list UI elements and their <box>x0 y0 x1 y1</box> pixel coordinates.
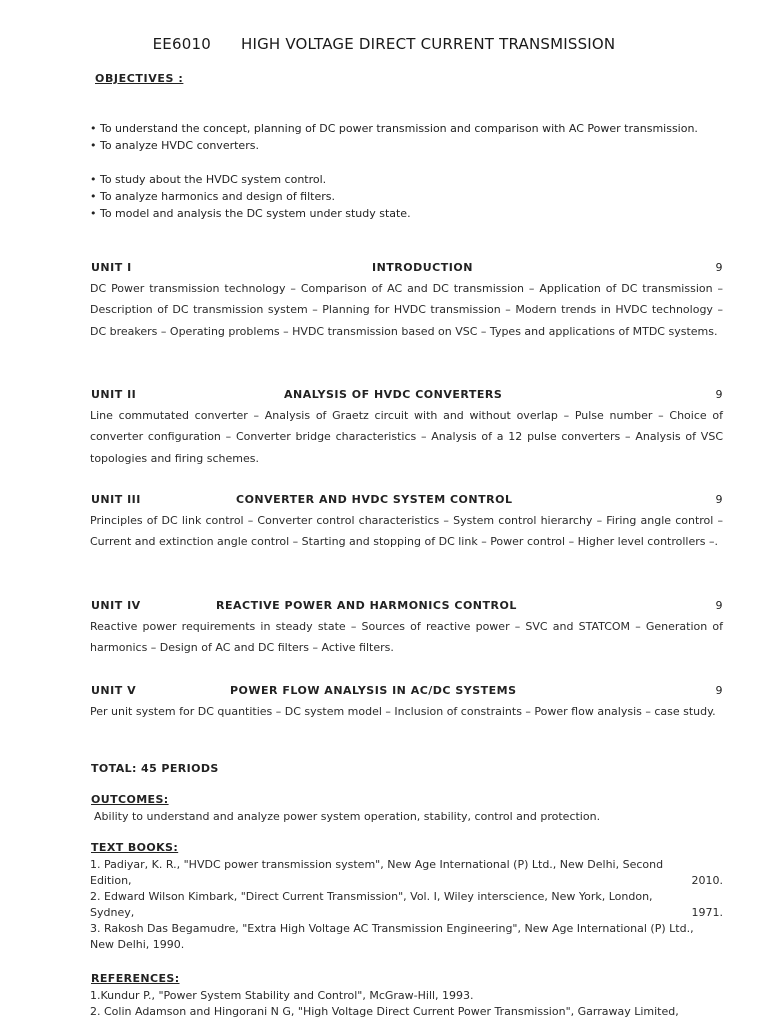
unit-hours: 9 <box>715 388 723 401</box>
textbook-item <box>90 857 723 889</box>
unit-number: UNIT II <box>91 388 137 401</box>
unit-body: Line commutated converter – Analysis of Graetz circuit with and without overlap – Pulse number – Choice of converter configuration – Converter bridge characteristics – Analysis of a 12 pulse converters – Analysis of VSC topologies and firing schemes. <box>90 409 723 465</box>
course-title: HIGH VOLTAGE DIRECT CURRENT TRANSMISSION <box>240 35 616 53</box>
page-title <box>0 35 768 53</box>
unit-title: POWER FLOW ANALYSIS IN AC/DC SYSTEMS <box>230 684 517 697</box>
reference-item: 2. Colin Adamson and Hingorani N G, "High Voltage Direct Current Power Transmission", Garraway Limited, <box>90 1005 679 1018</box>
textbook-place: Sydney, <box>90 906 135 919</box>
references-list <box>90 988 723 1020</box>
references-heading: REFERENCES: <box>91 972 180 985</box>
outcomes-text: Ability to understand and analyze power system operation, stability, control and protection. <box>94 810 601 823</box>
unit-body: Reactive power requirements in steady state – Sources of reactive power – SVC and STATCOM – Generation of harmonics – Design of AC and DC filters – Active filters. <box>90 620 723 655</box>
objective-item: • To analyze harmonics and design of filters. <box>90 190 336 203</box>
textbook-year: 1971. <box>691 906 723 919</box>
unit-title: INTRODUCTION <box>372 261 473 274</box>
textbook-line <box>90 873 723 889</box>
unit-body: Per unit system for DC quantities – DC system model – Inclusion of constraints – Power flow analysis – case study. <box>90 705 716 718</box>
textbook-line: New Delhi, 1990. <box>90 938 185 951</box>
unit-number: UNIT I <box>91 261 132 274</box>
total-periods: TOTAL: 45 PERIODS <box>91 762 219 775</box>
outcomes-heading: OUTCOMES: <box>91 793 169 806</box>
textbooks-list <box>90 857 723 953</box>
unit-title: REACTIVE POWER AND HARMONICS CONTROL <box>216 599 517 612</box>
course-code: EE6010 <box>152 35 211 53</box>
textbook-item <box>90 921 723 953</box>
objectives-list-b <box>90 171 730 222</box>
unit-heading <box>91 261 723 277</box>
unit-heading <box>91 388 723 404</box>
objective-item: • To analyze HVDC converters. <box>90 139 259 152</box>
textbook-line: 1. Padiyar, K. R., "HVDC power transmission system", New Age International (P) Ltd., New Delhi, Second <box>90 858 664 871</box>
textbook-item <box>90 889 723 921</box>
unit-title: ANALYSIS OF HVDC CONVERTERS <box>284 388 503 401</box>
unit-number: UNIT IV <box>91 599 141 612</box>
unit-hours: 9 <box>715 599 723 612</box>
objective-item: • To model and analysis the DC system under study state. <box>90 207 411 220</box>
textbook-edition: Edition, <box>90 874 132 887</box>
unit-heading <box>91 684 723 700</box>
textbook-line <box>90 905 723 921</box>
textbook-year: 2010. <box>691 874 723 887</box>
unit-hours: 9 <box>715 261 723 274</box>
unit-heading <box>91 599 723 615</box>
textbook-line: 2. Edward Wilson Kimbark, "Direct Current Transmission", Vol. I, Wiley interscience, New York, London, <box>90 890 653 903</box>
objective-item: • To understand the concept, planning of DC power transmission and comparison with AC Power transmission. <box>90 122 698 135</box>
objective-item: • To study about the HVDC system control. <box>90 173 327 186</box>
unit-body: DC Power transmission technology – Comparison of AC and DC transmission – Application of DC transmission – Description of DC transmission system – Planning for HVDC transmission – Modern trends in HVDC technology – DC breakers – Operating problems – HVDC transmission based on VSC – Types and applications of MTDC systems. <box>90 282 723 338</box>
unit-body: Principles of DC link control – Converter control characteristics – System control hierarchy – Firing angle control – Current and extinction angle control – Starting and stopping of DC link – Power control – Higher level controllers –. <box>90 514 723 549</box>
objectives-heading: OBJECTIVES : <box>95 72 184 85</box>
reference-item: 1.Kundur P., "Power System Stability and Control", McGraw-Hill, 1993. <box>90 989 474 1002</box>
textbooks-heading: TEXT BOOKS: <box>91 841 179 854</box>
unit-number: UNIT III <box>91 493 141 506</box>
unit-hours: 9 <box>715 493 723 506</box>
unit-heading <box>91 493 723 509</box>
unit-hours: 9 <box>715 684 723 697</box>
textbook-line: 3. Rakosh Das Begamudre, "Extra High Voltage AC Transmission Engineering", New Age International (P) Ltd., <box>90 922 694 935</box>
objectives-list-a <box>90 120 730 154</box>
unit-number: UNIT V <box>91 684 137 697</box>
unit-title: CONVERTER AND HVDC SYSTEM CONTROL <box>236 493 513 506</box>
